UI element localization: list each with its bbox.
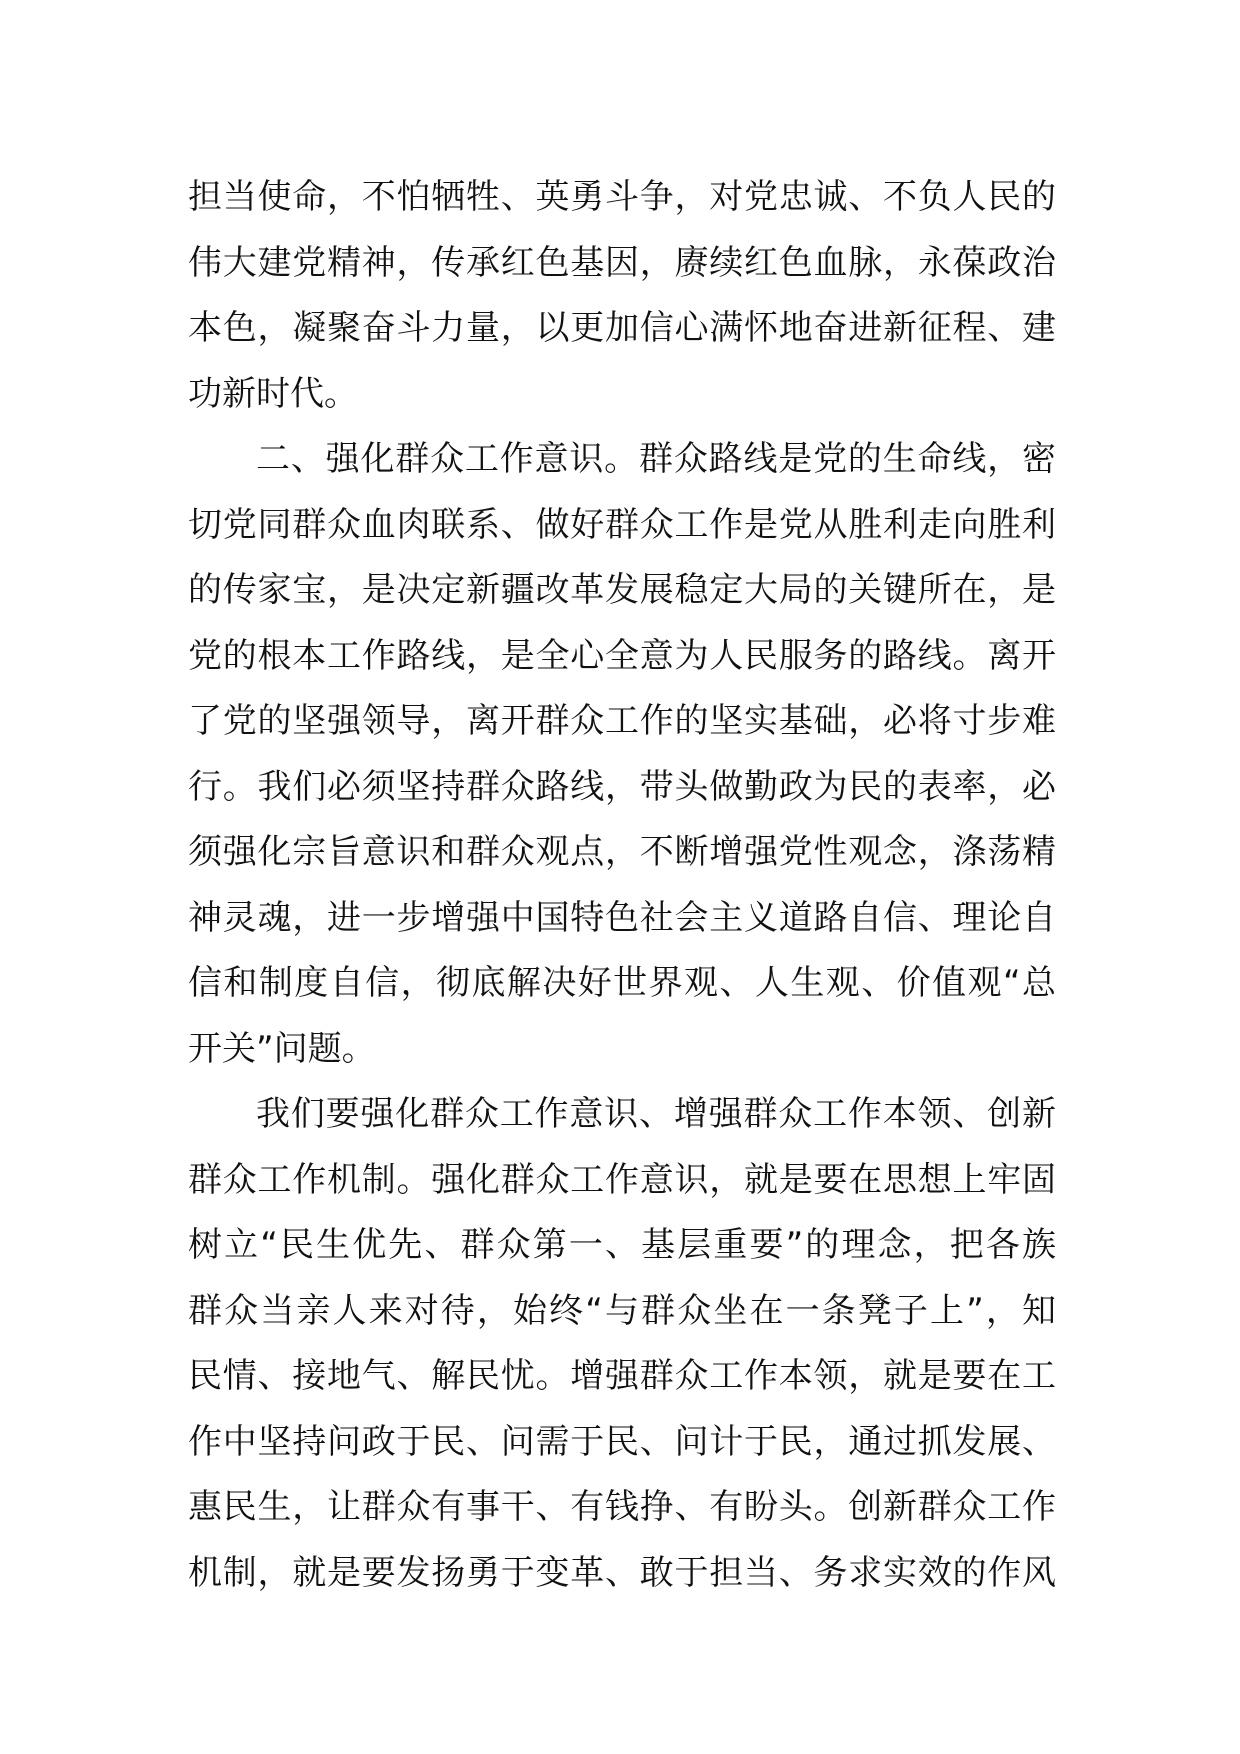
text-line: 作中坚持问政于民、问需于民、问计于民，通过抓发展、: [188, 1421, 1056, 1462]
paragraph-continuation: [188, 165, 1056, 427]
text-line: 了党的坚强领导，离开群众工作的坚实基础，必将寸步难: [188, 701, 1056, 741]
text-line: 党的根本工作路线，是全心全意为人民服务的路线。离开: [188, 635, 1056, 676]
text-line: 行。我们必须坚持群众路线，带头做勤政为民的表率，必: [188, 766, 1056, 807]
text-line: 切党同群众血肉联系、做好群众工作是党从胜利走向胜利: [188, 504, 1056, 545]
text-line: 二、强化群众工作意识。群众路线是党的生命线，密: [256, 439, 1056, 479]
text-line: 担当使命，不怕牺牲、英勇斗争，对党忠诚、不负人民的: [188, 177, 1056, 217]
text-line: 信和制度自信，彻底解决好世界观、人生观、价值观“总: [188, 963, 1056, 1003]
text-line: 群众工作机制。强化群众工作意识，就是要在思想上牢固: [188, 1159, 1056, 1200]
text-line: 我们要强化群众工作意识、增强群众工作本领、创新: [256, 1094, 1056, 1134]
text-line: 民情、接地气、解民忧。增强群众工作本领，就是要在工: [188, 1356, 1056, 1396]
text-line: 惠民生，让群众有事干、有钱挣、有盼头。创新群众工作: [188, 1487, 1056, 1527]
document-body: [188, 165, 1056, 1606]
text-line: 伟大建党精神，传承红色基因，赓续红色血脉，永葆政治: [188, 242, 1056, 283]
text-line: 功新时代。: [188, 373, 358, 414]
text-line: 开关”问题。: [188, 1028, 376, 1069]
text-line: 须强化宗旨意识和群众观点，不断增强党性观念，涤荡精: [188, 832, 1056, 872]
text-line: 神灵魂，进一步增强中国特色社会主义道路自信、理论自: [188, 897, 1056, 938]
paragraph-mass-work: [188, 1082, 1056, 1606]
text-line: 树立“民生优先、群众第一、基层重要”的理念，把各族: [188, 1225, 1056, 1265]
paragraph-section-two: [188, 427, 1056, 1082]
text-line: 机制，就是要发扬勇于变革、敢于担当、务求实效的作风: [188, 1552, 1056, 1593]
text-line: 群众当亲人来对待，始终“与群众坐在一条凳子上”，知: [188, 1290, 1056, 1331]
text-line: 本色，凝聚奋斗力量，以更加信心满怀地奋进新征程、建: [188, 308, 1056, 348]
text-line: 的传家宝，是决定新疆改革发展稳定大局的关键所在，是: [188, 570, 1056, 610]
